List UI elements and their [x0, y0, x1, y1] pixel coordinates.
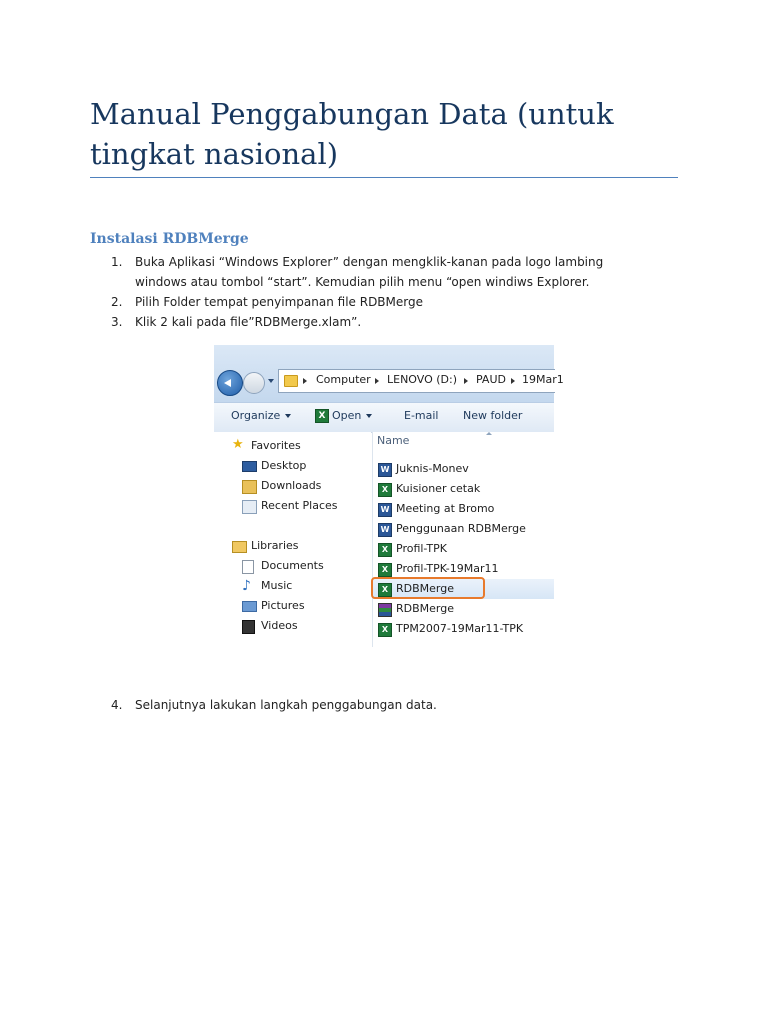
history-dropdown-icon[interactable] — [268, 379, 274, 383]
email-button[interactable]: E-mail — [404, 409, 439, 422]
breadcrumb-drive[interactable]: LENOVO (D:) — [387, 373, 458, 386]
pictures-icon — [242, 601, 257, 612]
folder-icon — [284, 375, 298, 387]
open-button[interactable] — [315, 409, 372, 423]
nav-label: Favorites — [251, 439, 301, 452]
excel-icon: X — [315, 409, 329, 423]
organize-label: Organize — [231, 409, 281, 422]
downloads-folder-icon — [242, 480, 257, 494]
chevron-down-icon — [366, 414, 372, 418]
step-item — [0, 252, 655, 292]
nav-label: Music — [261, 579, 293, 592]
file-row[interactable] — [373, 619, 554, 639]
back-icon[interactable] — [217, 370, 243, 396]
file-row[interactable] — [373, 599, 554, 619]
nav-label: Documents — [261, 559, 324, 572]
winrar-icon — [378, 603, 392, 617]
chevron-right-icon — [303, 378, 307, 384]
step-number: 1. — [111, 255, 123, 269]
desktop-icon — [242, 461, 257, 472]
chevron-right-icon — [511, 378, 515, 384]
star-icon: ★ — [232, 437, 244, 452]
excel-addin-icon: X — [378, 583, 392, 597]
explorer-screenshot — [214, 345, 564, 647]
file-name: Kuisioner cetak — [396, 482, 481, 495]
title-underline — [90, 177, 678, 178]
file-row[interactable] — [373, 479, 554, 499]
open-label: Open — [332, 409, 362, 422]
nav-label: Downloads — [261, 479, 322, 492]
address-bar-area — [214, 345, 564, 402]
step-text: Pilih Folder tempat penyimpanan file RDBMerge — [135, 295, 423, 309]
file-row[interactable] — [373, 519, 554, 539]
videos-icon — [242, 620, 255, 634]
breadcrumb-folder[interactable]: 19Mar1 — [522, 373, 564, 386]
file-row[interactable] — [373, 459, 554, 479]
excel-icon: X — [378, 543, 392, 557]
documents-icon — [242, 560, 254, 574]
section-heading: Instalasi RDBMerge — [90, 231, 249, 247]
excel-icon: X — [378, 563, 392, 577]
navigation-pane — [214, 432, 371, 647]
step-item — [0, 292, 655, 312]
chevron-down-icon — [285, 414, 291, 418]
forward-icon[interactable] — [243, 372, 265, 394]
word-icon: W — [378, 523, 392, 537]
file-name: Profil-TPK-19Mar11 — [396, 562, 499, 575]
organize-button[interactable] — [231, 409, 291, 422]
file-name: Meeting at Bromo — [396, 502, 495, 515]
file-name: Juknis-Monev — [396, 462, 469, 475]
command-bar — [214, 402, 554, 433]
step-text: Buka Aplikasi “Windows Explorer” dengan mengklik-kanan pada logo lambing windows atau tombol “start”. Kemudian pilih menu “open windiws Explorer. — [135, 255, 604, 289]
nav-label: Libraries — [251, 539, 299, 552]
word-icon: W — [378, 503, 392, 517]
document-title: Manual Penggabungan Data (untuk tingkat nasional) — [90, 97, 614, 171]
excel-icon: X — [378, 623, 392, 637]
step-number: 3. — [111, 315, 123, 329]
selection-highlight-box — [371, 577, 485, 599]
file-row[interactable] — [373, 559, 554, 579]
recent-places-icon — [242, 500, 257, 514]
step-text: Selanjutnya lakukan langkah penggabungan data. — [135, 698, 437, 712]
breadcrumb-paud[interactable]: PAUD — [476, 373, 506, 386]
file-name: Penggunaan RDBMerge — [396, 522, 526, 535]
excel-icon: X — [378, 483, 392, 497]
column-header-name[interactable]: Name — [377, 434, 410, 447]
file-name: RDBMerge — [396, 582, 454, 595]
nav-label: Pictures — [261, 599, 305, 612]
file-name: RDBMerge — [396, 602, 454, 615]
libraries-icon — [232, 541, 247, 553]
step-number: 2. — [111, 295, 123, 309]
breadcrumb-computer[interactable]: Computer — [316, 373, 371, 386]
address-field[interactable] — [278, 369, 564, 393]
nav-label: Videos — [261, 619, 298, 632]
step-number: 4. — [111, 698, 123, 712]
file-row[interactable] — [373, 499, 554, 519]
step-list — [0, 252, 768, 332]
file-list — [373, 432, 554, 647]
music-icon: ♪ — [242, 578, 251, 594]
new-folder-button[interactable]: New folder — [463, 409, 523, 422]
chevron-right-icon — [464, 378, 468, 384]
file-name: TPM2007-19Mar11-TPK — [396, 622, 524, 635]
word-icon: W — [378, 463, 392, 477]
file-name: Profil-TPK — [396, 542, 447, 555]
nav-label: Recent Places — [261, 499, 338, 512]
sort-ascending-icon — [486, 432, 492, 435]
step-item — [0, 312, 655, 332]
chevron-right-icon — [375, 378, 379, 384]
nav-label: Desktop — [261, 459, 307, 472]
file-row[interactable] — [373, 539, 554, 559]
step-text: Klik 2 kali pada file”RDBMerge.xlam”. — [135, 315, 362, 329]
